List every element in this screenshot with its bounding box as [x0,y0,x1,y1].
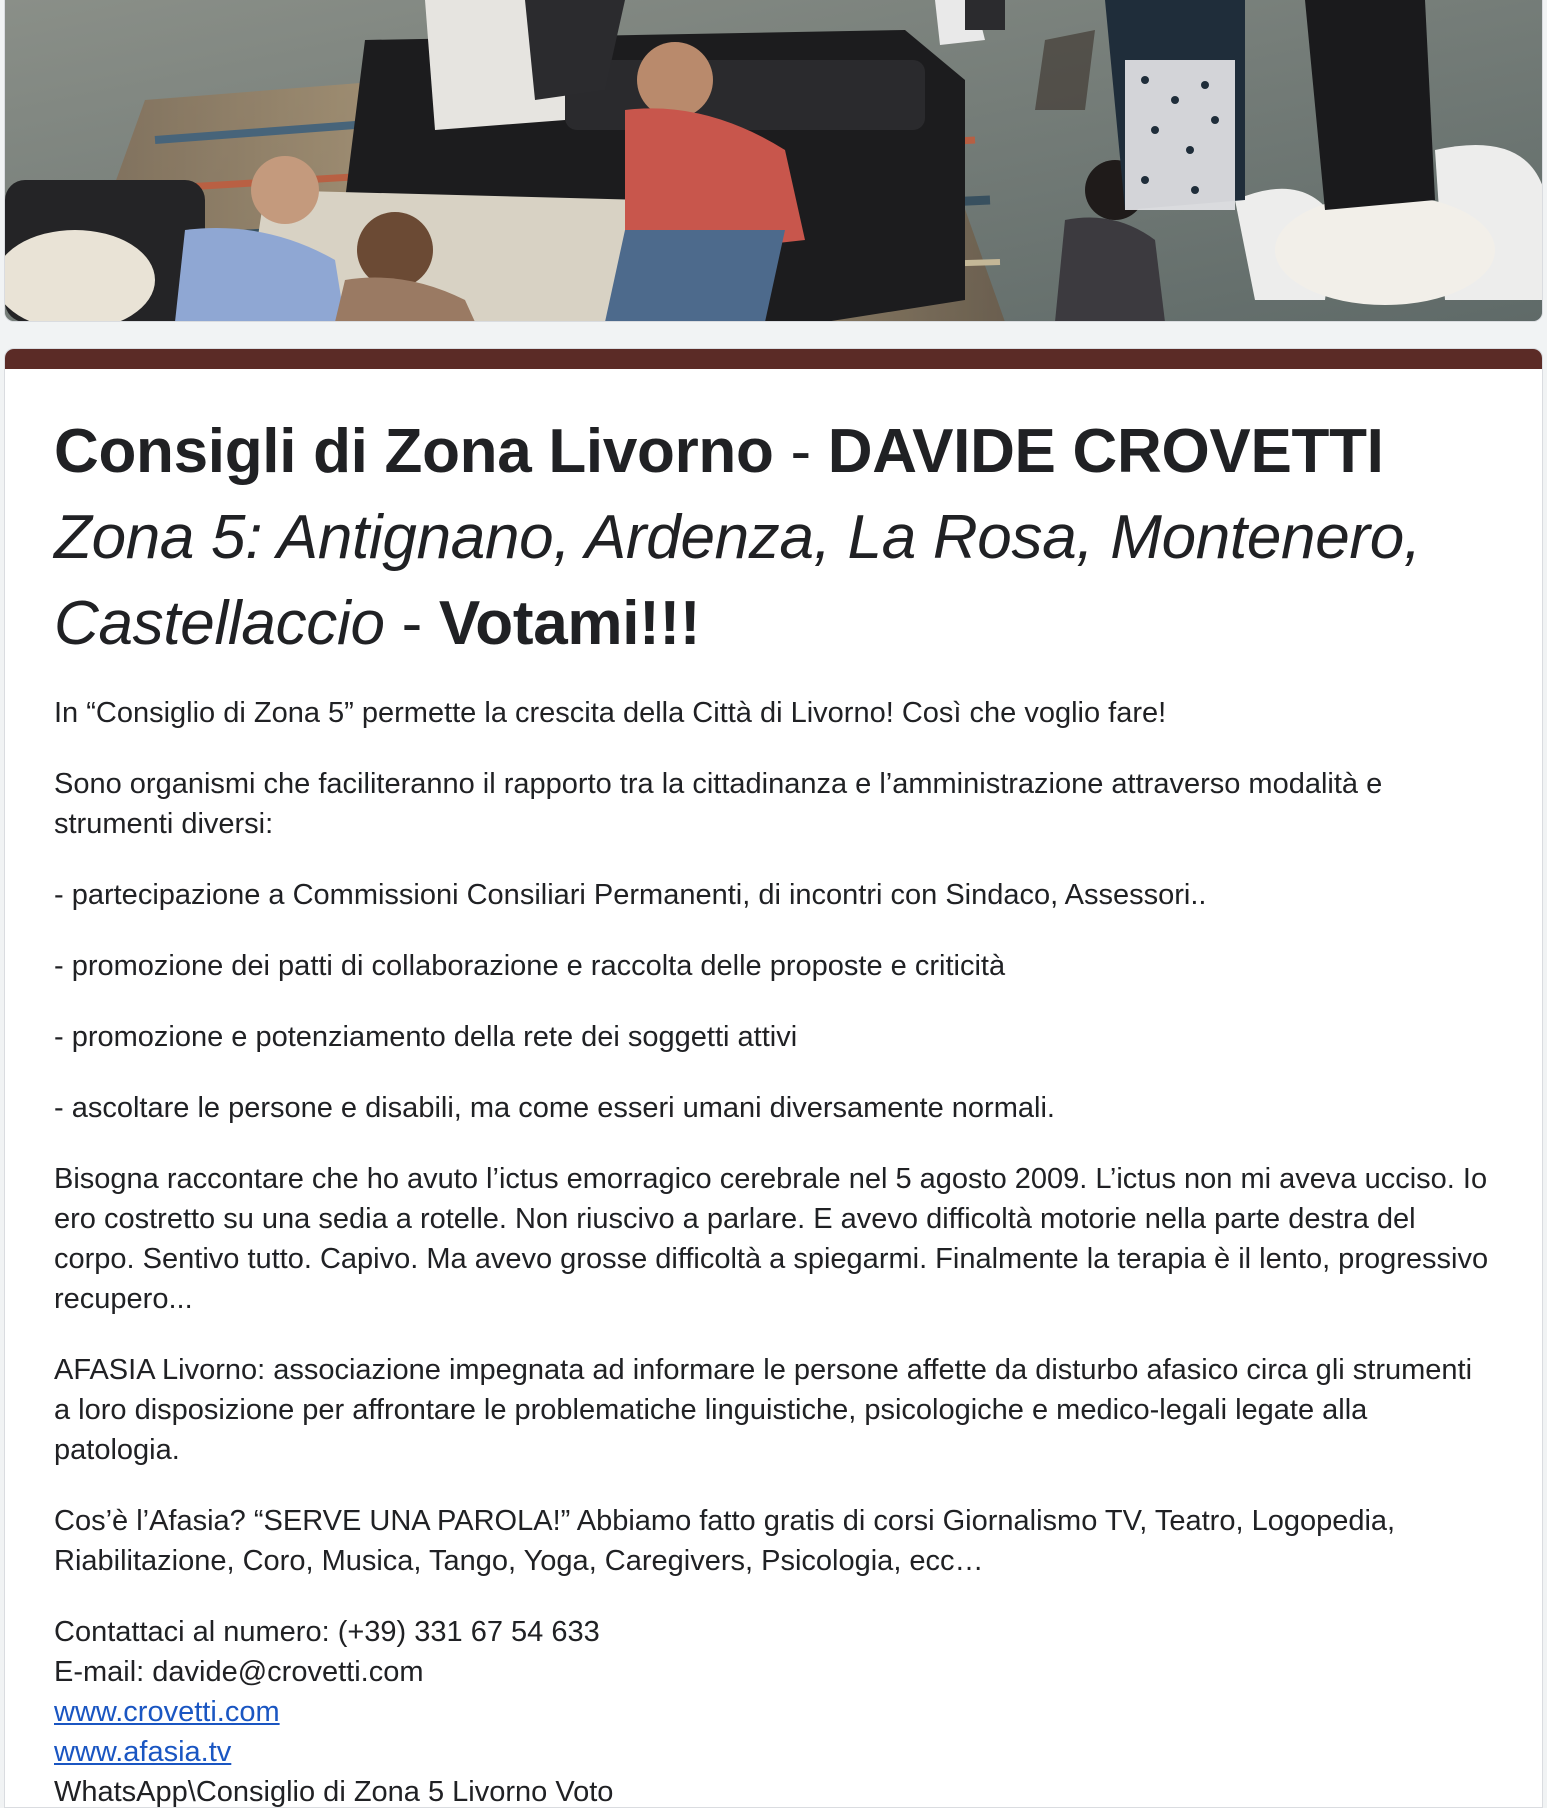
description-bullet: - ascoltare le persone e disabili, ma come esseri umani diversamente normali. [54,1092,1055,1124]
title-candidate-name: DAVIDE CROVETTI [827,417,1384,486]
title-separator-1: - [773,417,828,486]
description-bullet: - promozione dei patti di collaborazione e raccolta delle proposte e criticità [54,950,1006,982]
title-vote-call: Votami!!! [438,589,701,658]
form-title [54,409,1493,667]
link-crovetti[interactable]: www.crovetti.com [54,1696,280,1728]
contact-whatsapp: WhatsApp\Consiglio di Zona 5 Livorno Voto [54,1776,614,1808]
contact-phone: Contattaci al numero: (+39) 331 67 54 633 [54,1616,600,1648]
contact-block [54,1612,1493,1808]
title-zone: Zona 5: Antignano, Ardenza, La Rosa, Montenero, Castellaccio [54,503,1421,658]
description-paragraph: Bisogna raccontare che ho avuto l’ictus emorragico cerebrale nel 5 agosto 2009. L’ictus non mi aveva ucciso. Io ero costretto su una sedia a rotelle. Non riuscivo a parlare. E avevo difficoltà motorie nella parte destra del corpo. Sentivo tutto. Capivo. Ma avevo grosse difficoltà a spiegarmi. Finalmente la terapia è il lento, progressivo recupero... [54,1163,1489,1315]
form-description [54,693,1493,1808]
party-photo [5,0,1543,322]
title-part-1: Consigli di Zona Livorno [54,417,774,486]
card-body [5,369,1542,1808]
description-paragraph: AFASIA Livorno: associazione impegnata ad informare le persone affette da disturbo afasico circa gli strumenti a loro disposizione per affrontare le problematiche linguistiche, psicologiche e medico-legali legate alla patologia. [54,1354,1473,1466]
card-accent-bar [5,349,1542,369]
description-paragraph: In “Consiglio di Zona 5” permette la crescita della Città di Livorno! Così che voglio fare! [54,697,1167,729]
title-separator-2: - [384,589,439,658]
description-bullet: - promozione e potenziamento della rete dei soggetti attivi [54,1021,798,1053]
description-paragraph: Cos’è l’Afasia? “SERVE UNA PAROLA!” Abbiamo fatto gratis di corsi Giornalismo TV, Teatro, Logopedia, Riabilitazione, Coro, Musica, Tango, Yoga, Caregivers, Psicologia, ecc… [54,1505,1396,1577]
header-image [4,0,1543,322]
contact-email: E-mail: davide@crovetti.com [54,1656,424,1688]
form-header-card [4,348,1543,1808]
link-afasia[interactable]: www.afasia.tv [54,1736,232,1768]
description-bullet: - partecipazione a Commissioni Consiliari Permanenti, di incontri con Sindaco, Assessori.. [54,879,1207,911]
description-paragraph: Sono organismi che faciliteranno il rapporto tra la cittadinanza e l’amministrazione attraverso modalità e strumenti diversi: [54,768,1383,840]
